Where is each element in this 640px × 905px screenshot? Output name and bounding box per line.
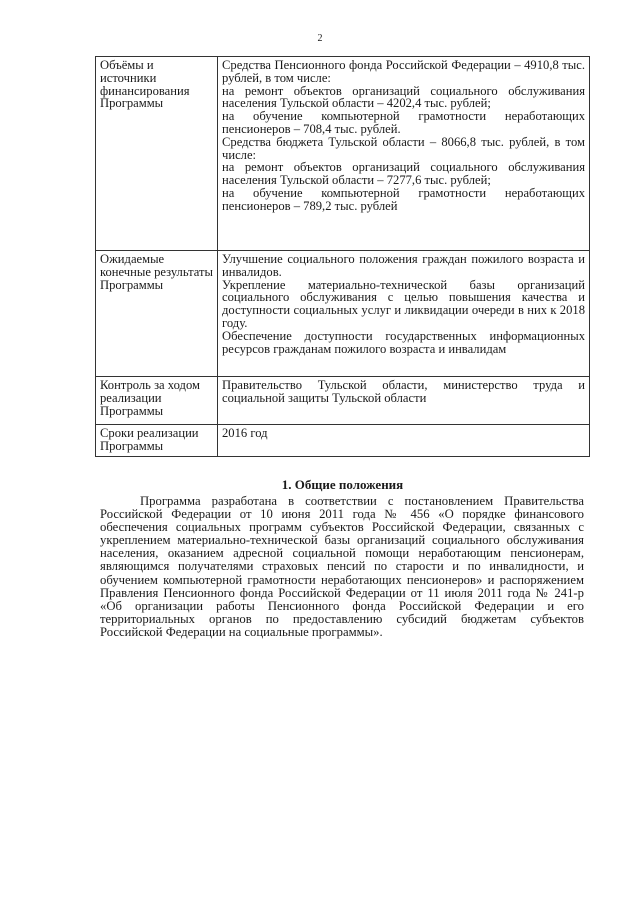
section-title: 1. Общие положения (281, 477, 404, 492)
funding-paragraph: Средства Пенсионного фонда Российской Федерации – 4910,8 тыс. рублей, в том числе: (222, 58, 585, 85)
terms-paragraph: 2016 год (222, 426, 268, 440)
funding-paragraph: на ремонт объектов организаций социального обслуживания населения Тульской области – 7277,6 тыс. рублей; (222, 160, 585, 188)
row-value (218, 425, 590, 457)
table-row-funding (96, 57, 590, 251)
results-paragraph: Обеспечение доступности государственных информационных ресурсов гражданам пожилого возраста и инвалидам (222, 328, 585, 356)
section-body: Программа разработана в соответствии с постановлением Правительства Российской Федерации от 10 июня 2011 года № 456 «О порядке финансового обеспечения социальных программ субъектов Российской Федерации, связанных с укреплением материально-технической базы организаций социального обслуживания населения, оказанием адресной социальной помощи неработающим пенсионерам, являющимся получателями страховых пенсий по старости и по инвалидности, и обучением компьютерной грамотности неработающих пенсионеров» и распоряжением Правления Пенсионного фонда Российской Федерации от 11 июля 2011 года № 241-р «Об организации работы Пенсионного фонда Российской Федерации и его территориальных органов по предоставлению субсидий бюджетам субъектов Российской Федерации на социальные программы». (100, 494, 584, 639)
row-value (218, 57, 590, 251)
row-value (218, 251, 590, 377)
funding-paragraph: на ремонт объектов организаций социального обслуживания населения Тульской области – 4202,4 тыс. рублей; (222, 83, 585, 111)
page-number: 2 (317, 33, 323, 44)
control-paragraph: Правительство Тульской области, министерство труда и социальной защиты Тульской области (222, 378, 585, 405)
table-row-terms (96, 425, 590, 457)
row-label: Сроки реализации Программы (96, 425, 218, 457)
row-label: Объёмы и источники финансирования Программы (96, 57, 218, 251)
funding-paragraph: на обучение компьютерной грамотности неработающих пенсионеров – 789,2 тыс. рублей (222, 185, 585, 213)
row-label: Контроль за ходом реализации Программы (96, 377, 218, 425)
row-value (218, 377, 590, 425)
results-paragraph: Улучшение социального положения граждан пожилого возраста и инвалидов. (222, 252, 585, 279)
row-label: Ожидаемые конечные результаты Программы (96, 251, 218, 377)
funding-paragraph: на обучение компьютерной грамотности неработающих пенсионеров – 708,4 тыс. рублей. (222, 109, 585, 136)
program-passport-table (95, 56, 590, 457)
table-row-control (96, 377, 590, 425)
table-row-results (96, 251, 590, 377)
funding-paragraph: Средства бюджета Тульской области – 8066,8 тыс. рублей, в том числе: (222, 134, 585, 162)
results-paragraph: Укрепление материально-технической базы организаций социального обслуживания с целью повышения качества и доступности социальных услуг и ликвидации очереди в них к 2018 году. (222, 277, 585, 330)
